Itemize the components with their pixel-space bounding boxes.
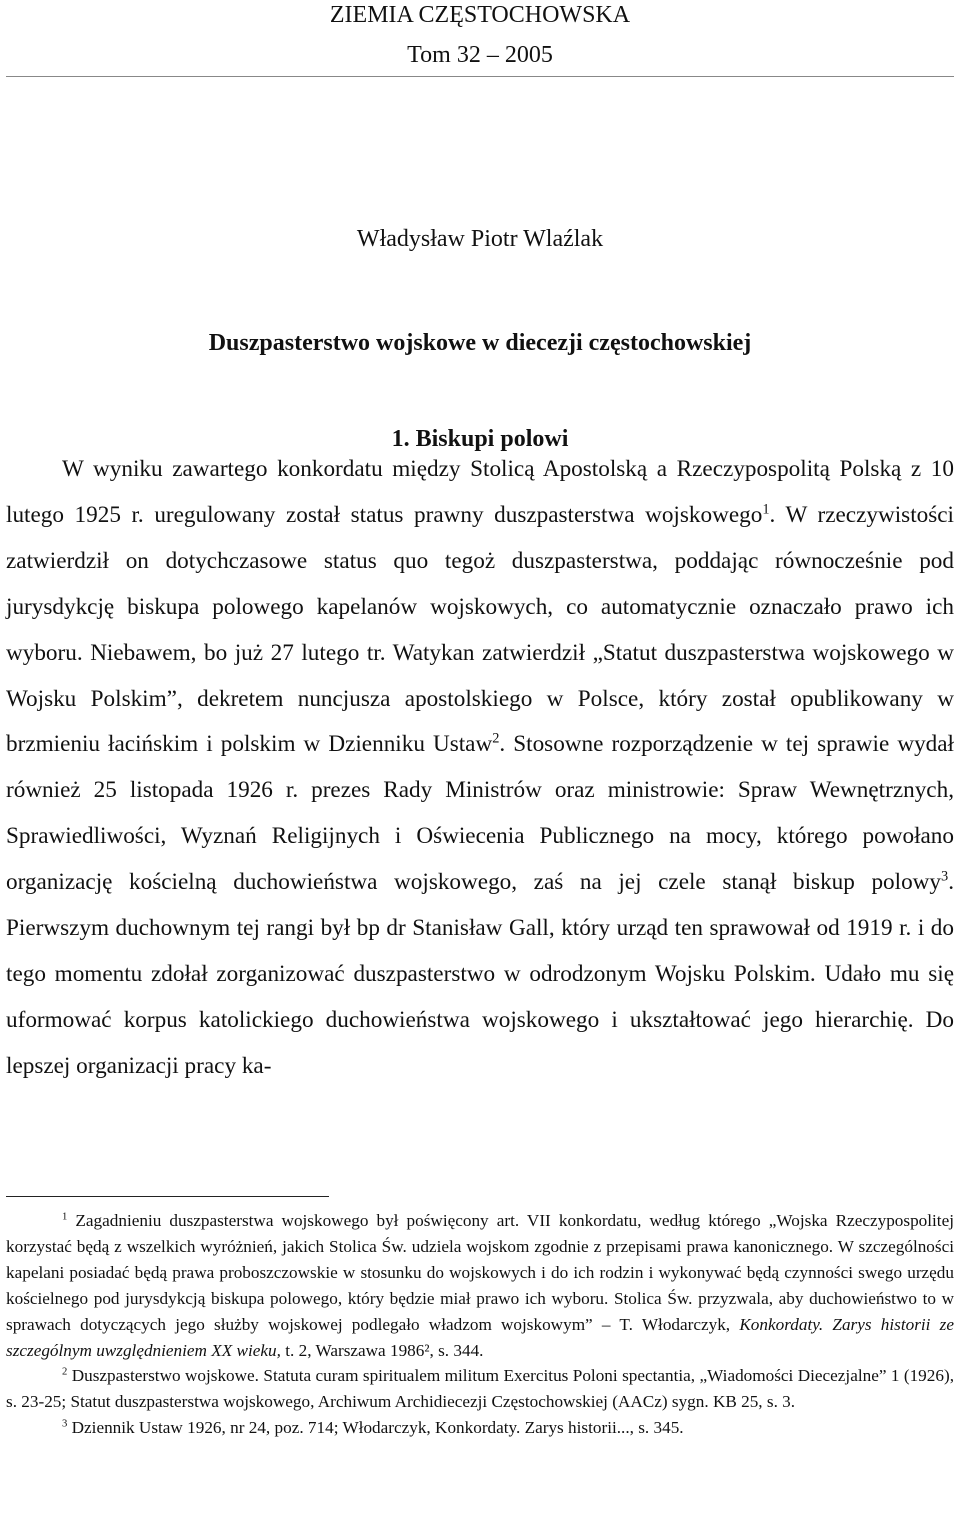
footnote-ref-1[interactable]: 1 — [762, 501, 770, 518]
footnote-2 — [6, 1363, 954, 1415]
footnote-number: 1 — [62, 1211, 68, 1223]
footnote-separator — [6, 1196, 329, 1197]
body-paragraph — [6, 447, 954, 1090]
journal-volume: Tom 32 – 2005 — [407, 42, 553, 68]
footnote-ref-2[interactable]: 2 — [492, 730, 500, 747]
footnote-1 — [6, 1208, 954, 1363]
body-text: W wyniku zawartego konkordatu między Stolicą Apostolską a Rzeczypospolitą Polską z 10 lutego 1925 r. uregulowany został status prawny duszpasterstwa wojskowego — [6, 456, 954, 528]
footnote-italic-title: Konkordaty. Zarys historii ze szczególnym uwzględnieniem XX wieku, — [6, 1314, 954, 1360]
footnote-ref-3[interactable]: 3 — [941, 868, 949, 885]
footnote-text: Zagadnieniu duszpasterstwa wojskowego był poświęcony art. VII konkordatu, według którego „Wojska Rzeczypospolitej korzystać będą z wszelkich wyróżnień, jakich Stolica Św. udziela wojskom zgodnie z przepisami prawa kanonicznego. W szczególności kapelani posiadać będą prawa proboszczowskie w stosunku do wojskowych i do ich rodzin i wykonywać będą czynności swego urzędu kościelnego pod jurysdykcją biskupa polowego, który będzie miał prawo ich wyboru. Stolica Św. przyzwala, aby duchowieństwo to w sprawach dotyczących jego służby wojskowej podlegało władzom wojskowym” – T. Włodarczyk, — [6, 1211, 954, 1334]
section-heading: 1. Biskupi polowi — [391, 426, 569, 452]
footnote-text: Dziennik Ustaw 1926, nr 24, poz. 714; Włodarczyk, Konkordaty. Zarys historii..., s. 345. — [67, 1418, 684, 1438]
footnote-text: Duszpasterstwo wojskowe. Statuta curam spiritualem militum Exercitus Poloni spectantia, „Wiadomości Diecezjalne” 1 (1926), s. 23-25; Statut duszpasterstwa wojskowego, Archiwum Archidiecezji Częstochowskiej (AACz) sygn. KB 25, s. 3. — [6, 1366, 954, 1412]
article-author: Władysław Piotr Wlaźlak — [356, 226, 604, 252]
footnote-number: 3 — [62, 1418, 68, 1430]
journal-title: ZIEMIA CZĘSTOCHOWSKA — [329, 2, 631, 28]
footnote-number: 2 — [62, 1366, 68, 1378]
journal-header — [0, 0, 960, 70]
body-text: . Pierwszym duchownym tej rangi był bp dr Stanisław Gall, który urząd ten sprawował od 1919 r. i do tego momentu zdołał zorganizować duszpasterstwo w odrodzonym Wojsku Polskim. Udało mu się uformować korpus katolickiego duchowieństwa wojskowego i ukształtować jego hierarchię. Do lepszej organizacji pracy ka- — [6, 869, 954, 1079]
body-text: . Stosowne rozporządzenie w tej sprawie wydał również 25 listopada 1926 r. prezes Rady Ministrów oraz ministrowie: Spraw Wewnętrznych, Sprawiedliwości, Wyznań Religijnych i Oświecenia Publicznego na mocy, którego powołano organizację kościelną duchowieństwa wojskowego, zaś na jej czele stanął biskup polowy — [6, 731, 954, 896]
header-divider — [6, 76, 954, 77]
footnotes — [6, 1208, 954, 1441]
footnote-text: t. 2, Warszawa 1986², s. 344. — [280, 1340, 484, 1360]
body-text: . W rzeczywistości zatwierdził on dotychczasowe status quo tegoż duszpasterstwa, poddając równocześnie pod jurysdykcję biskupa polowego kapelanów wojskowych, co automatycznie oznaczało prawo ich wyboru. Niebawem, bo już 27 lutego tr. Watykan zatwierdził „Statut duszpasterstwa wojskowego w Wojsku Polskim”, dekretem nuncjusza apostolskiego w Polsce, który został opublikowany w brzmieniu łacińskim i polskim w Dzienniku Ustaw — [6, 501, 954, 758]
footnote-3 — [6, 1415, 954, 1441]
article-title: Duszpasterstwo wojskowe w diecezji częstochowskiej — [208, 330, 752, 356]
